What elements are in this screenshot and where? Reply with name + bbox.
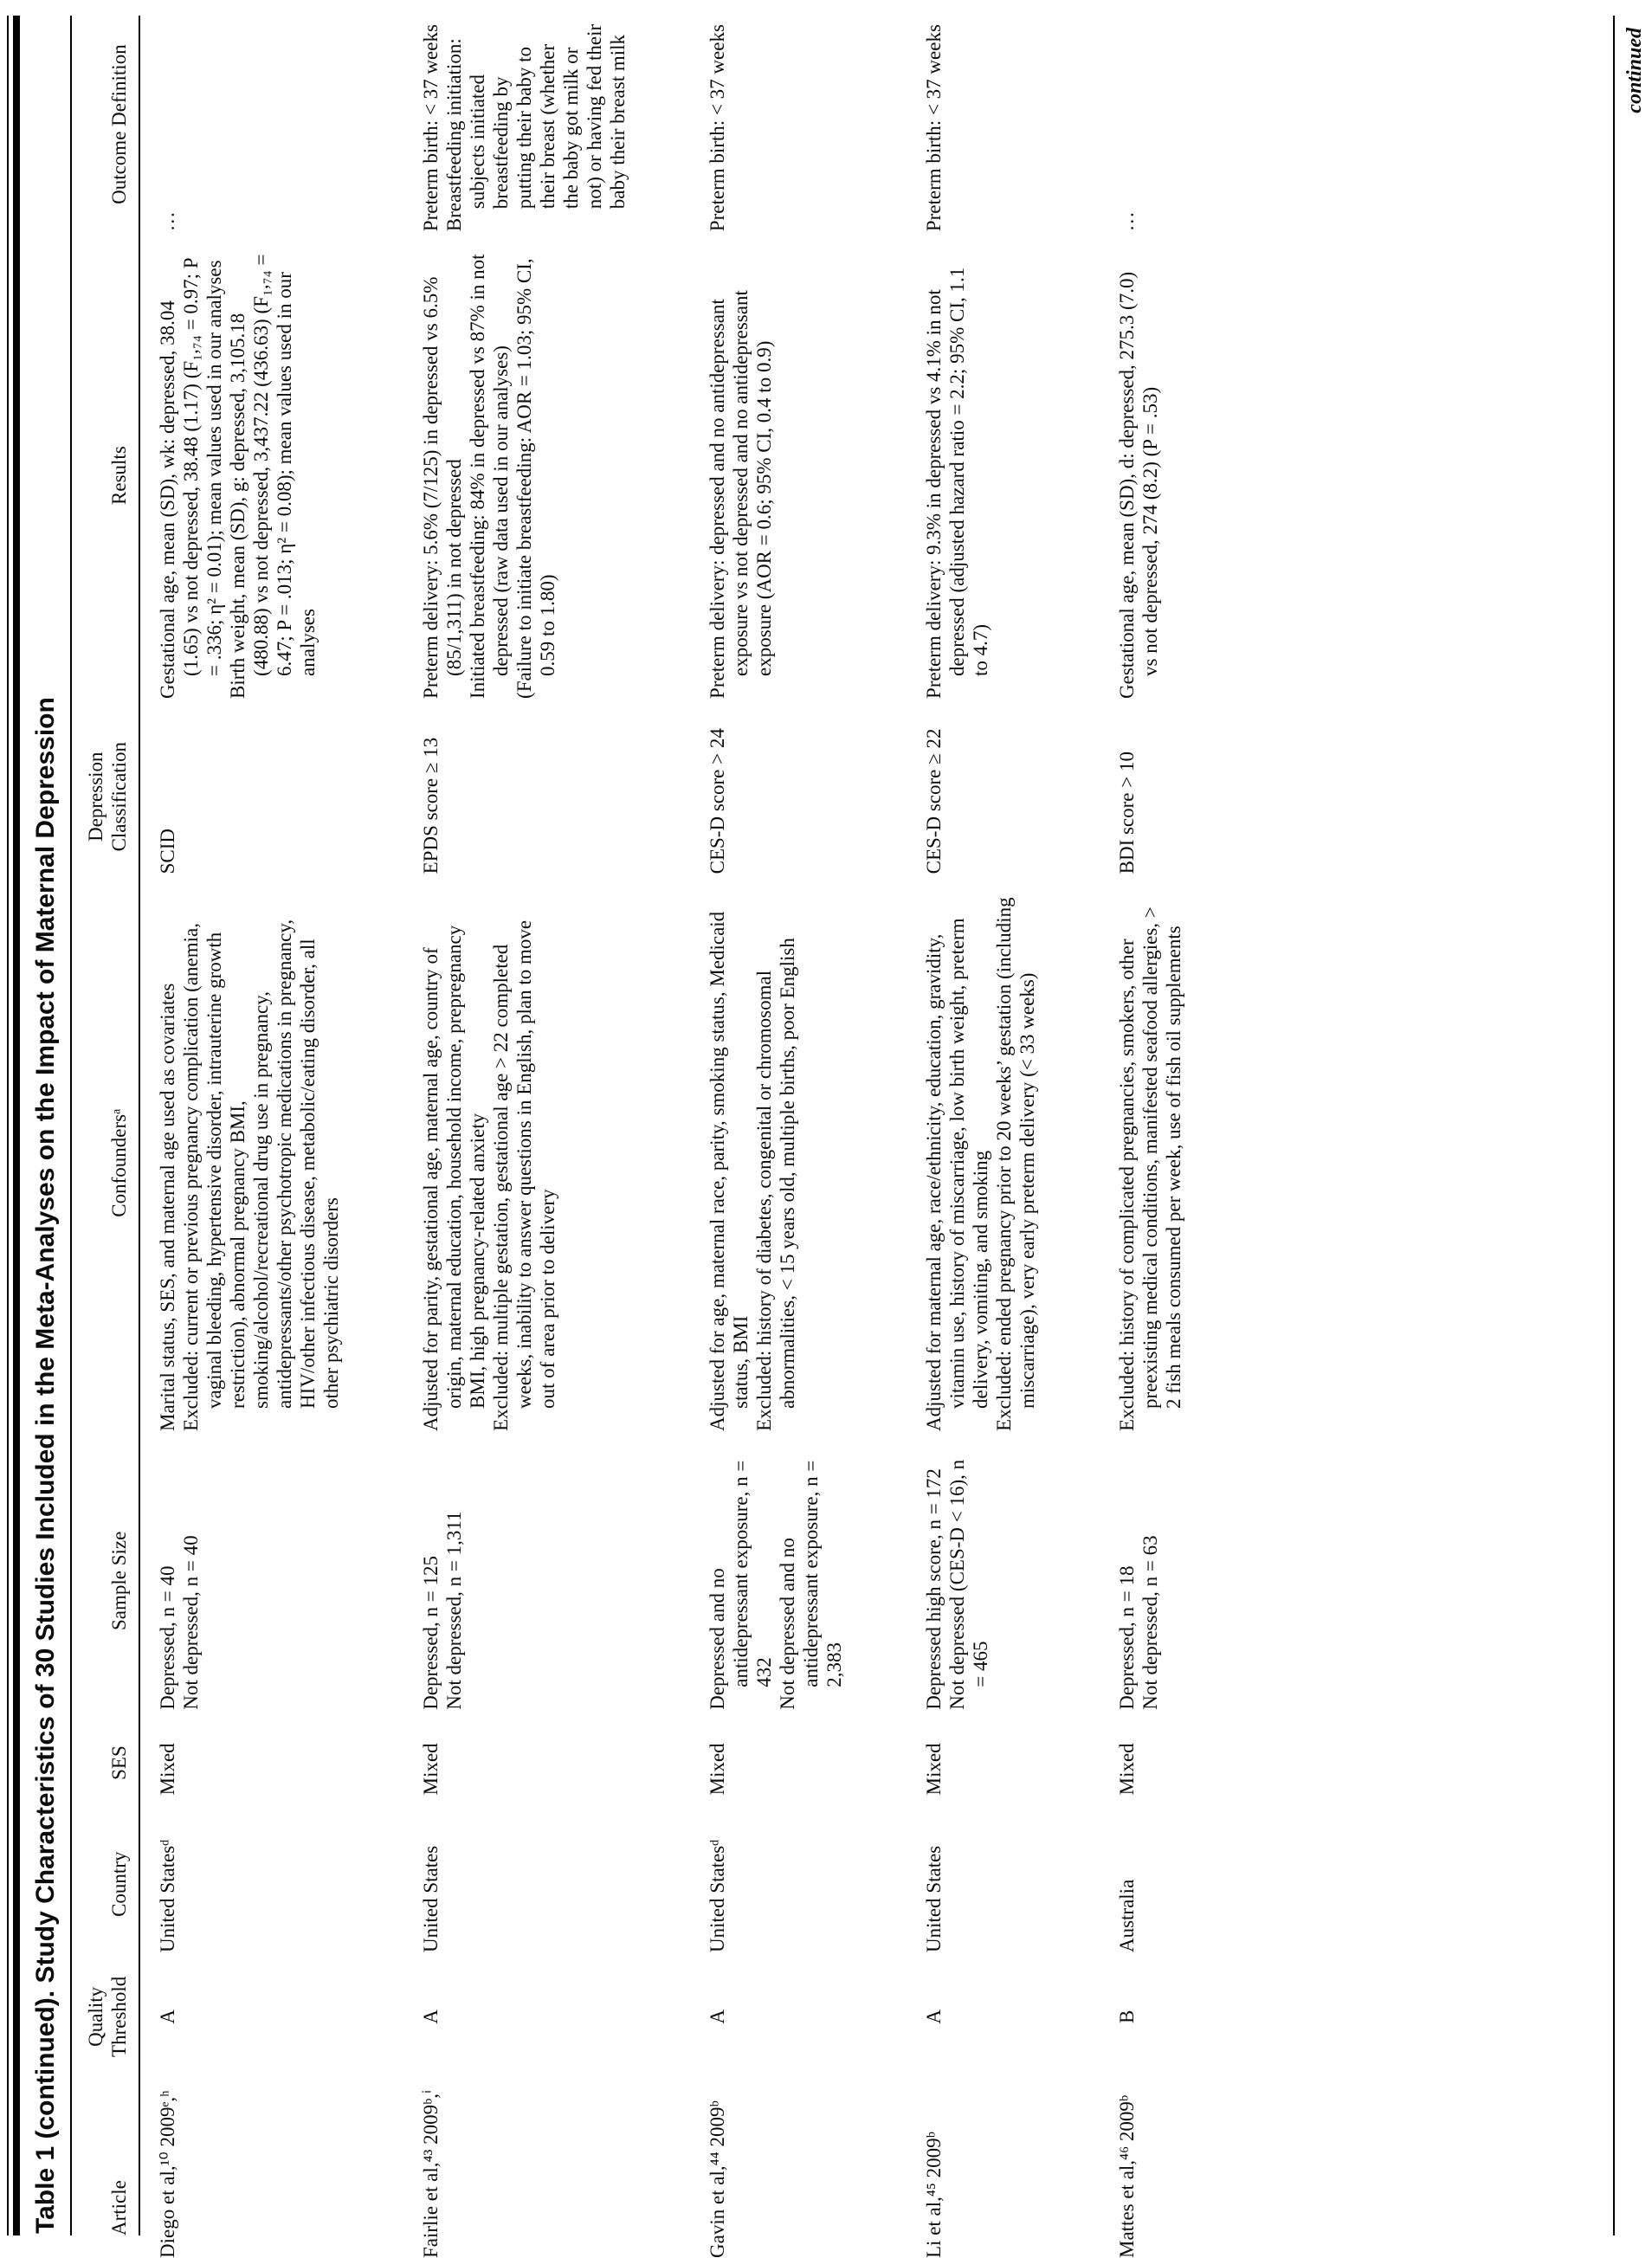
column-header-article-label: Article <box>108 2180 130 2235</box>
cell-line: Adjusted for maternal age, race/ethnicity, education, gravidity, vitamin use, history of miscarriage, low birth weight, preterm delivery, vomiting, and smoking <box>923 918 991 1431</box>
cell-country: United States <box>420 1845 442 1953</box>
cell-outcome-definition <box>139 16 403 231</box>
cell-line: Depressed and no antidepressant exposure, n = 432 <box>707 1460 775 1710</box>
column-header-outcome-definition-label: Outcome Definition <box>108 44 130 204</box>
cell-outcome-definition <box>907 16 1100 231</box>
cell-line: Excluded: current or previous pregnancy complication (anemia, vaginal bleeding, hypertensive disorder, intrauterine growth restriction), abnormal pregnancy BMI, smoking/alcohol/recreational drug use in pregnancy, antidepressants/other psychotropic medications in pregnancy, HIV/other infectious disease, metabolic/eating disorder, all other psychiatric disorders <box>180 919 342 1431</box>
cell-line: Excluded: multiple gestation, gestational age > 22 completed weeks, inability to answer questions in English, plan to move out of area prior to delivery <box>490 919 558 1431</box>
column-header-quality-threshold <box>72 1952 139 2061</box>
cell-country: United Statesᵈ <box>157 1839 178 1953</box>
cell-line: (Failure to initiate breastfeeding: AOR = 1.03; 95% CI, 0.59 to 1.80) <box>513 258 558 699</box>
cell-line: Depressed, n = 125 <box>420 1555 442 1710</box>
cell-line: Gestational age, mean (SD), wk: depressed, 38.04 (1.65) vs not depressed, 38.48 (1.17) (F₁,₇₄ = 0.97; P = .336; η² = 0.01); mean values used in our analyses <box>157 258 225 699</box>
cell-depression-classification: CES-D score > 24 <box>707 728 728 874</box>
cell-article: Fairlie et al,⁴³ 2009ᵇ,ⁱ <box>420 2089 442 2258</box>
cell-line: Gestational age, mean (SD), d: depressed, 275.3 (7.0) vs not depressed, 274 (8.2) (P = .53) <box>1116 271 1161 699</box>
study-characteristics-table <box>72 16 1246 2258</box>
table-row-fairlie-2009 <box>403 16 690 2235</box>
cell-article: Li et al,⁴⁵ 2009ᵇ <box>923 2132 945 2258</box>
table-title: Table 1 (continued). Study Characteristics of 30 Studies Included in the Meta-Analyses on the Impact of Maternal Depression <box>31 697 60 2234</box>
column-header-ses <box>72 1710 139 1796</box>
table-row-mattes-2009 <box>1100 16 1246 2235</box>
cell-confounders <box>1100 874 1246 1431</box>
cell-sample-size <box>907 1431 1100 1710</box>
cell-quality-threshold: A <box>157 2010 178 2024</box>
cell-results <box>139 231 403 699</box>
cell-line: Not depressed (CES-D < 16), n = 465 <box>946 1459 991 1710</box>
cell-article: Mattes et al,⁴⁶ 2009ᵇ <box>1116 2095 1138 2258</box>
cell-line: Preterm delivery: 5.6% (7/125) in depressed vs 6.5% (85/1,311) in not depressed <box>420 276 465 699</box>
cell-ses: Mixed <box>707 1743 728 1796</box>
cell-depression-classification: SCID <box>157 828 178 874</box>
cell-results <box>1100 231 1246 699</box>
cell-line: Excluded: history of diabetes, congenital or chromosomal abnormalities, < 15 years old, multiple births, poor English <box>753 938 798 1431</box>
cell-depression-classification: BDI score > 10 <box>1116 752 1138 874</box>
column-header-quality-line1: Quality <box>85 1986 106 2047</box>
cell-outcome-definition <box>1100 16 1246 231</box>
column-header-results <box>72 231 139 699</box>
cell-line: Marital status, SES, and maternal age used as covariates <box>157 983 178 1431</box>
cell-sample-size <box>1100 1431 1246 1710</box>
cell-quality-threshold: B <box>1116 2010 1138 2023</box>
column-header-results-label: Results <box>108 446 130 505</box>
cell-depression-classification: CES-D score ≥ 22 <box>923 728 945 874</box>
table-row-li-2009 <box>907 16 1100 2235</box>
cell-line: Preterm birth: < 37 weeks <box>923 24 945 232</box>
table-body <box>139 16 1246 2258</box>
cell-line: Not depressed and no antidepressant exposure, n = 2,383 <box>777 1460 845 1710</box>
cell-confounders <box>403 874 690 1431</box>
cell-country: United States <box>923 1845 945 1953</box>
cell-ses: Mixed <box>923 1743 945 1796</box>
cell-quality-threshold: A <box>923 2010 945 2024</box>
cell-line: Preterm delivery: depressed and no antidepressant exposure vs not depressed and no antidepressant exposure (AOR = 0.6; 95% CI, 0.4 to 0.9) <box>707 290 775 699</box>
cell-confounders <box>907 874 1100 1431</box>
column-header-sample-size <box>72 1431 139 1710</box>
cell-outcome-definition <box>403 16 690 231</box>
cell-line: Excluded: ended pregnancy prior to 20 weeks’ gestation (including miscarriage), very early preterm delivery (< 33 weeks) <box>993 897 1038 1431</box>
cell-quality-threshold: A <box>420 2010 442 2024</box>
cell-line: … <box>1116 211 1138 232</box>
cell-results <box>403 231 690 699</box>
continued-note: continued <box>1623 28 1646 113</box>
column-header-country <box>72 1795 139 1952</box>
cell-line: Preterm delivery: 9.3% in depressed vs 4.1% in not depressed (adjusted hazard ratio = 2.2; 95% CI, 1.1 to 4.7) <box>923 267 991 699</box>
cell-outcome-definition <box>690 16 907 231</box>
column-header-depression-line1: Depression <box>85 752 106 842</box>
cell-line: Adjusted for parity, gestational age, maternal age, country of origin, maternal education, household income, prepregnancy BMI, high pregnancy-related anxiety <box>420 925 488 1431</box>
cell-depression-classification: EPDS score ≥ 13 <box>420 737 442 874</box>
cell-article: Gavin et al,⁴⁴ 2009ᵇ <box>707 2100 728 2258</box>
cell-results <box>690 231 907 699</box>
cell-line: Depressed, n = 18 <box>1116 1565 1138 1710</box>
column-header-country-label: Country <box>108 1851 130 1917</box>
cell-line: Preterm birth: < 37 weeks <box>707 24 728 232</box>
column-header-article <box>72 2061 139 2235</box>
column-header-quality-line2: Threshold <box>108 1976 130 2057</box>
column-header-outcome-definition <box>72 16 139 231</box>
column-header-confounders <box>72 874 139 1431</box>
column-header-ses-label: SES <box>108 1745 130 1780</box>
table-header <box>72 16 139 2235</box>
table-top-rule <box>7 16 20 2235</box>
table-bottom-rule <box>1613 16 1615 2235</box>
table-row-diego-2009 <box>139 16 403 2235</box>
column-header-confounders-label: Confoundersᵃ <box>108 1108 130 1217</box>
cell-country: United Statesᵈ <box>707 1839 728 1953</box>
cell-article: Diego et al,¹⁰ 2009ᵉ,ʰ <box>157 2090 178 2258</box>
cell-line: Breastfeeding initiation: subjects initiated breastfeeding by putting their baby to their breast (whether the baby got milk or not) or having fed their baby their breast milk <box>443 23 629 232</box>
cell-quality-threshold: A <box>707 2010 728 2024</box>
cell-confounders <box>690 874 907 1431</box>
cell-line: Not depressed, n = 1,311 <box>443 1511 465 1710</box>
cell-results <box>907 231 1100 699</box>
cell-confounders <box>139 874 403 1431</box>
cell-country: Australia <box>1116 1879 1138 1953</box>
column-header-sample-size-label: Sample Size <box>108 1531 130 1631</box>
cell-sample-size <box>690 1431 907 1710</box>
cell-ses: Mixed <box>420 1743 442 1796</box>
cell-ses: Mixed <box>1116 1743 1138 1796</box>
cell-line: Not depressed, n = 40 <box>180 1535 202 1710</box>
cell-line: Depressed high score, n = 172 <box>923 1468 945 1710</box>
column-header-depression-line2: Classification <box>108 741 130 852</box>
cell-sample-size <box>139 1431 403 1710</box>
cell-line: Initiated breastfeeding: 84% in depressed vs 87% in not depressed (raw data used in our analyses) <box>467 254 512 699</box>
cell-line: Excluded: history of complicated pregnancies, smokers, other preexisting medical conditions, manifested seafood allergies, > 2 fish meals consumed per week, use of fish oil supplements <box>1116 906 1184 1431</box>
cell-sample-size <box>403 1431 690 1710</box>
cell-line: Depressed, n = 40 <box>157 1565 178 1710</box>
cell-line: Adjusted for age, maternal race, parity, smoking status, Medicaid status, BMI <box>707 911 752 1431</box>
column-header-depression-classification <box>72 699 139 874</box>
cell-line: … <box>157 211 178 232</box>
header-row <box>72 16 139 2235</box>
cell-ses: Mixed <box>157 1743 178 1796</box>
spacer <box>1246 16 1613 2235</box>
cell-line: Birth weight, mean (SD), g: depressed, 3,105.18 (480.88) vs not depressed, 3,437.22 (436.63) (F₁,₇₄ = 6.47; P = .013; η² = 0.08); mean values used in our analyses <box>227 254 319 699</box>
cell-line: Not depressed, n = 63 <box>1139 1535 1161 1710</box>
cell-line: Preterm birth: < 37 weeks <box>420 24 442 232</box>
table-row-gavin-2009 <box>690 16 907 2235</box>
